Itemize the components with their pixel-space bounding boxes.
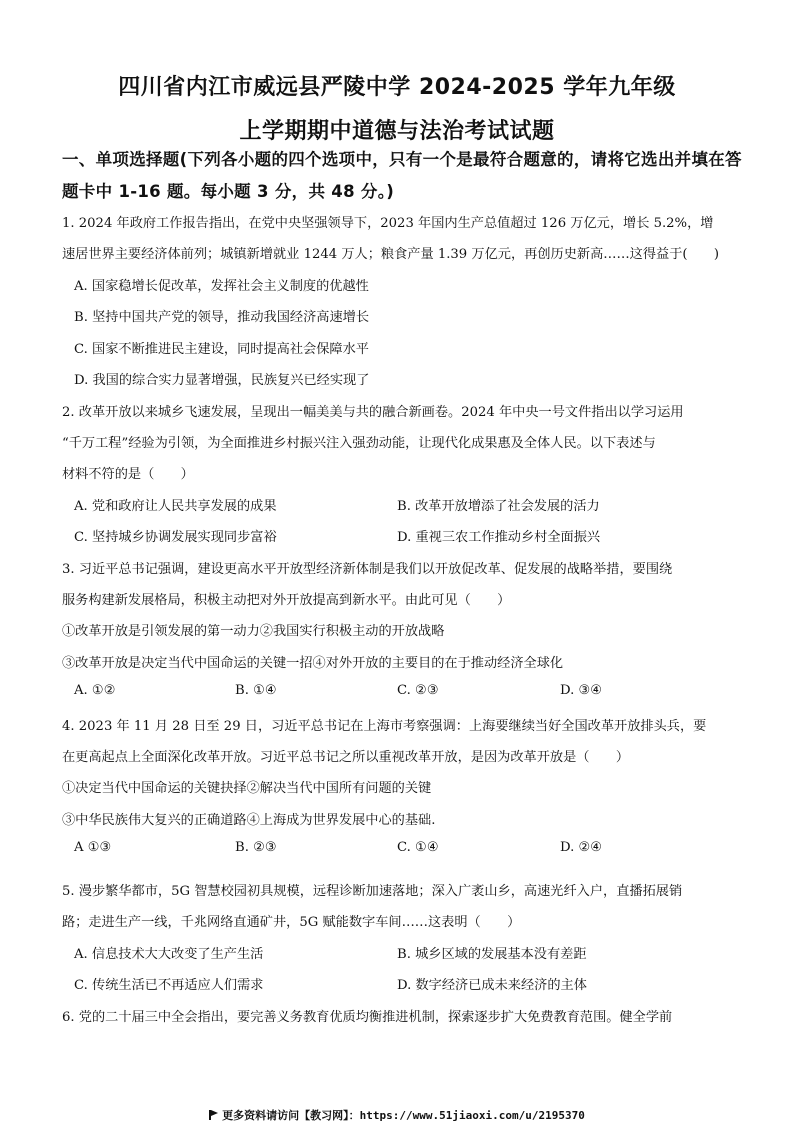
q2-line2: “千万工程”经验为引领，为全面推进乡村振兴注入强劲动能，让现代化成果惠及全体人民。以下表述与 xyxy=(62,436,656,451)
q1-option-b: B. 坚持中国共产党的领导，推动我国经济高速增长 xyxy=(74,310,370,325)
q3-option-d: D. ③④ xyxy=(560,683,603,698)
q5-option-d: D. 数字经济已成未来经济的主体 xyxy=(397,978,587,993)
q3-option-c: C. ②③ xyxy=(397,683,439,698)
q4-line2: 在更高起点上全面深化改革开放。习近平总书记之所以重视改革开放，是因为改革开放是（ ） xyxy=(62,750,630,765)
q5-line2: 路；走进生产一线，千兆网络直通矿井，5G 赋能数字车间……这表明（ ） xyxy=(62,915,521,930)
section-heading-line1: 一、单项选择题(下列各小题的四个选项中，只有一个是最符合题意的，请将它选出并填在答 xyxy=(62,150,742,169)
q4-option-b: B. ②③ xyxy=(235,840,277,855)
q2-line1: 2. 改革开放以来城乡飞速发展，呈现出一幅美美与共的融合新画卷。2024 年中央一号文件指出以学习运用 xyxy=(62,405,684,420)
q1-line1: 1. 2024 年政府工作报告指出，在党中央坚强领导下，2023 年国内生产总值超过 126 万亿元，增长 5.2%，增 xyxy=(62,216,714,231)
q5-option-b: B. 城乡区域的发展基本没有差距 xyxy=(397,947,587,962)
q3-option-b: B. ①④ xyxy=(235,683,277,698)
footer-link[interactable] xyxy=(0,1107,794,1123)
q3-line2: 服务构建新发展格局，积极主动把对外开放提高到新水平。由此可见（ ） xyxy=(62,593,511,608)
q4-option-c: C. ①④ xyxy=(397,840,439,855)
q4-option-d: D. ②④ xyxy=(560,840,603,855)
q1-option-a: A. 国家稳增长促改革，发挥社会主义制度的优越性 xyxy=(74,279,369,294)
q2-option-b: B. 改革开放增添了社会发展的活力 xyxy=(397,499,600,514)
q3-option-a: A. ①② xyxy=(74,683,116,698)
q1-line2: 速居世界主要经济体前列；城镇新增就业 1244 万人；粮食产量 1.39 万亿元，再创历史新高……这得益于( ) xyxy=(62,247,720,262)
q5-option-a: A. 信息技术大大改变了生产生活 xyxy=(74,947,264,962)
exam-title-line1: 四川省内江市威远县严陵中学 2024-2025 学年九年级 xyxy=(118,75,676,100)
exam-title-line2: 上学期期中道德与法治考试试题 xyxy=(239,119,555,144)
q3-statements-2: ③改革开放是决定当代中国命运的关键一招④对外开放的主要目的在于推动经济全球化 xyxy=(62,656,564,671)
q5-line1: 5. 漫步繁华都市，5G 智慧校园初具规模，远程诊断加速落地；深入广袤山乡，高速光纤入户，直播拓展销 xyxy=(62,884,683,899)
q5-option-c: C. 传统生活已不再适应人们需求 xyxy=(74,978,264,993)
q4-line1: 4. 2023 年 11 月 28 日至 29 日，习近平总书记在上海市考察强调：上海要继续当好全国改革开放排头兵，要 xyxy=(62,719,707,734)
q1-option-d: D. 我国的综合实力显著增强，民族复兴已经实现了 xyxy=(74,373,370,388)
section-heading-line2: 题卡中 1-16 题。每小题 3 分，共 48 分。) xyxy=(62,182,395,201)
q2-option-d: D. 重视三农工作推动乡村全面振兴 xyxy=(397,530,601,545)
q4-statements-2: ③中华民族伟大复兴的正确道路④上海成为世界发展中心的基础. xyxy=(62,813,436,828)
q1-option-c: C. 国家不断推进民主建设，同时提高社会保障水平 xyxy=(74,342,369,357)
q2-line3: 材料不符的是（ ） xyxy=(62,467,194,482)
q3-line1: 3. 习近平总书记强调，建设更高水平开放型经济新体制是我们以开放促改革、促发展的战略举措，要围绕 xyxy=(62,562,673,577)
flag-icon xyxy=(209,1110,218,1120)
q4-statements-1: ①决定当代中国命运的关键抉择②解决当代中国所有问题的关键 xyxy=(62,781,432,796)
q2-option-a: A. 党和政府让人民共享发展的成果 xyxy=(74,499,277,514)
footer-text: 更多资料请访问【教习网】：https://www.51jiaoxi.com/u/2195370 xyxy=(222,1109,585,1122)
q2-option-c: C. 坚持城乡协调发展实现同步富裕 xyxy=(74,530,277,545)
q3-statements-1: ①改革开放是引领发展的第一动力②我国实行积极主动的开放战略 xyxy=(62,624,445,639)
q4-option-a: A ①③ xyxy=(74,840,112,855)
q6-line1: 6. 党的二十届三中全会指出，要完善义务教育优质均衡推进机制，探索逐步扩大免费教育范围。健全学前 xyxy=(62,1010,673,1025)
section-heading xyxy=(62,144,742,208)
